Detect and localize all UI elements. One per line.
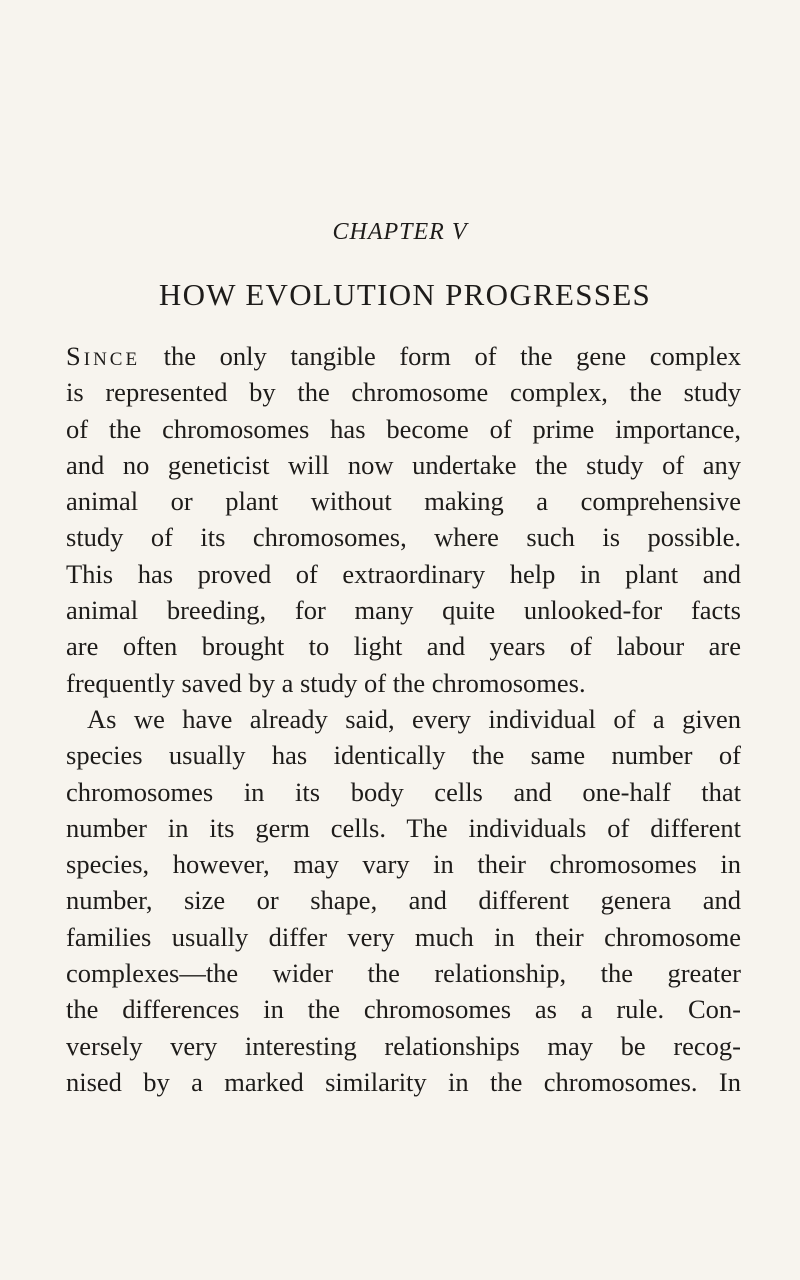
text-line-10: frequently saved by a study of the chromosomes.: [66, 667, 586, 698]
body-text: [66, 338, 741, 1100]
text-line-1-rest: the only tangible form of the gene complex: [140, 341, 741, 371]
text-line-19: the differences in the chromosomes as a rule. Con-: [66, 994, 741, 1025]
text-line-18: complexes—the wider the relationship, the greater: [66, 958, 741, 989]
chapter-title: HOW EVOLUTION PROGRESSES: [158, 277, 652, 312]
text-line-1: [66, 338, 741, 374]
text-line-21: nised by a marked similarity in the chromosomes. In: [66, 1066, 741, 1097]
text-line-4: and no geneticist will now undertake the study of any: [66, 449, 741, 480]
text-line-3: of the chromosomes has become of prime importance,: [66, 413, 741, 444]
text-line-8: animal breeding, for many quite unlooked-for facts: [66, 595, 741, 626]
text-line-2: is represented by the chromosome complex, the study: [66, 377, 741, 408]
text-line-6: study of its chromosomes, where such is possible.: [66, 522, 741, 553]
lead-word-since: Since: [66, 341, 141, 371]
text-line-11: As we have already said, every individual of a given: [87, 703, 741, 734]
chapter-label: CHAPTER V: [332, 219, 468, 245]
text-line-15: species, however, may vary in their chromosomes in: [66, 849, 741, 880]
text-line-14: number in its germ cells. The individuals of different: [66, 812, 741, 843]
text-line-9: are often brought to light and years of labour are: [66, 631, 741, 662]
text-line-5: animal or plant without making a comprehensive: [66, 486, 741, 517]
text-line-12: species usually has identically the same number of: [66, 740, 741, 771]
text-line-20: versely very interesting relationships may be recog-: [66, 1030, 741, 1061]
text-line-13: chromosomes in its body cells and one-half that: [66, 776, 741, 807]
text-line-16: number, size or shape, and different genera and: [66, 885, 741, 916]
text-line-17: families usually differ very much in their chromosome: [66, 921, 741, 952]
text-line-7: This has proved of extraordinary help in plant and: [66, 558, 741, 589]
